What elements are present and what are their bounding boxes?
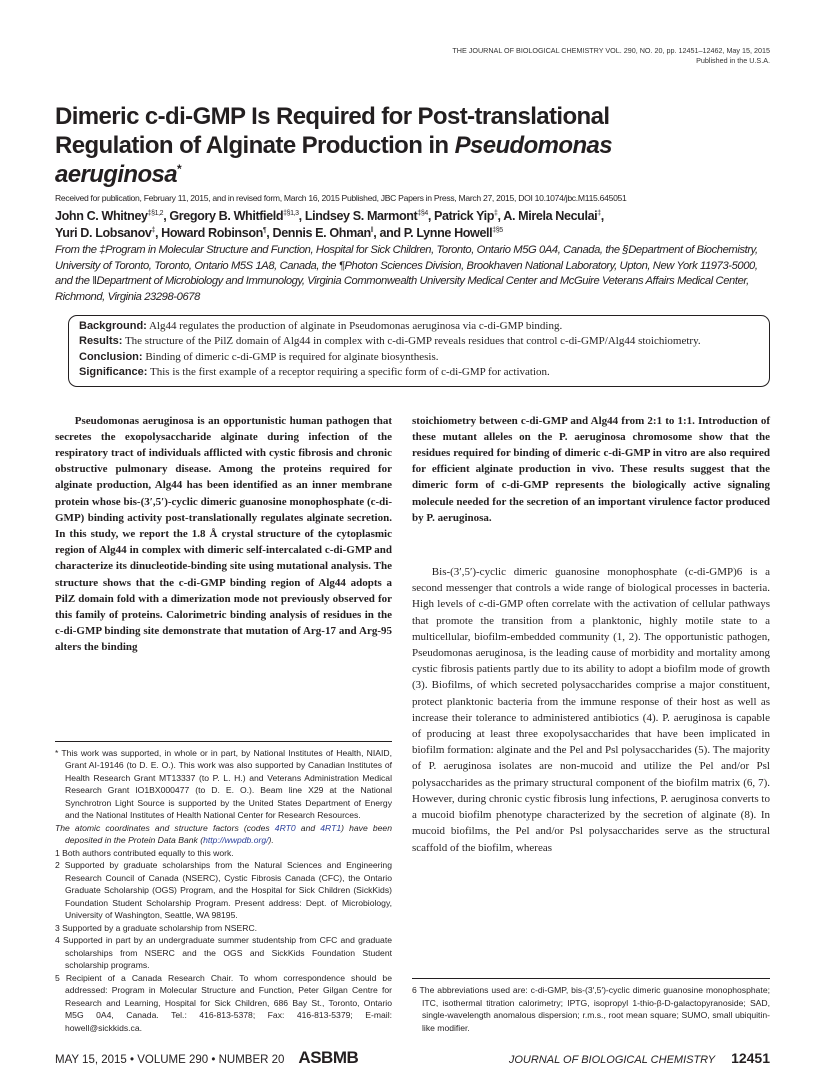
author-name: Dennis E. Ohman [272, 225, 371, 240]
title-organism: Pseudomonas aeruginosa [55, 132, 613, 188]
footnote-divider-right [412, 978, 770, 979]
journal-header [452, 46, 770, 66]
footnotes-right [412, 964, 770, 1034]
affiliations: From the ‡Program in Molecular Structure and Function, Hospital for Sick Children, Toronto, Ontario M5G 0A4, Canada, the §Department of Biochemistry, University of Toronto, Toronto, Ontario M5S 1A8, Canada, the ¶Photon Sciences Division, Brookhaven National Laboratory, Upton, New York 11973-5000, and the ‖Department of Microbiology and Immunology, Virginia Commonwealth University Medical Center and McGuire Veterans Affairs Medical Center, Richmond, Virginia 23298-0678 [55, 244, 758, 303]
summary-significance: Significance: This is the first example of a receptor requiring a specific form of c-di-GMP for activation. [79, 366, 550, 379]
author-affiliation-marks: ‡ [597, 209, 601, 217]
received-dates: Received for publication, February 11, 2015, and in revised form, March 16, 2015 Published, JBC Papers in Press, March 27, 2015, DOI 10.1074/jbc.M115.645051 [55, 193, 627, 203]
summary-conclusion: Conclusion: Binding of dimeric c-di-GMP is required for alginate biosynthesis. [79, 350, 439, 363]
author-affiliation-marks: ‡ [151, 226, 155, 234]
footnote-abbreviations: 6 The abbreviations used are: c-di-GMP, bis-(3′,5′)-cyclic dimeric guanosine monophosphate; ITC, isothermal titration calorimetry; IPTG, isopropyl 1-thio-β-D-galactopyranoside; SAD, single-wavelength anomalous dispersion; r.m.s., root mean square; SUMO, small ubiquitin-like modifier. [412, 985, 770, 1033]
author-affiliation-marks: ‡§5 [492, 226, 503, 234]
abstract-paragraph: Pseudomonas aeruginosa is an opportunistic human pathogen that secretes the exopolysaccharide alginate during infection of the respiratory tract of individuals afflicted with cystic fibrosis and chronic obstructive pulmonary disease. Among the proteins required for alginate production, Alg44 has been identified as an inner membrane protein whose bis-(3′,5′)-cyclic dimeric guanosine monophosphate (c-di-GMP) binding activity post-translationally regulates alginate secretion. In this study, we report the 1.8 Å crystal structure of the cytoplasmic region of Alg44 in complex with dimeric self-intercalated c-di-GMP and characterize its dinucleotide-binding site using mutational analysis. The structure shows that the c-di-GMP binding region of Alg44 adopts a PilZ domain fold with a dimerization mode not previously observed for this family of proteins. Calorimetric binding analysis of residues in the c-di-GMP binding site demonstrate that mutation of Arg-17 and Arg-95 alters the binding [55, 414, 392, 654]
author-name: Yuri D. Lobsanov [55, 225, 152, 240]
author-affiliation-marks: ‡§1,3 [283, 209, 299, 217]
footnote-pdb: The atomic coordinates and structure factors (codes 4RT0 and 4RT1) have been deposited in the Protein Data Bank (http://wwpdb.org/). [55, 822, 392, 845]
author-affiliation-marks: ‡ [494, 209, 498, 217]
left-column [55, 413, 392, 1034]
footnote-5: 5 Recipient of a Canada Research Chair. To whom correspondence should be addressed: Program in Molecular Structure and Function, Peter Gilgan Centre for Research and Learning, Hospital for Sick Children, 686 Bay St., Toronto, Ontario M5G 0A4, Canada. Tel.: 416-813-5378; Fax: 416-813-5379; E-mail: howell@sickkids.ca. [55, 972, 392, 1033]
author-name: Gregory B. Whitfield [169, 209, 284, 223]
body-columns [55, 413, 770, 1034]
author-name: John C. Whitney [55, 209, 148, 223]
author-name: A. Mirela Neculai [503, 209, 598, 223]
intro-paragraph: Bis-(3′,5′)-cyclic dimeric guanosine monophosphate (c-di-GMP)6 is a second messenger that controls a wide range of biological processes in bacteria. High levels of c-di-GMP often correlate with the activation of cellular pathways that promote the transition from a planktonic, highly motile state to a multicellular, biofilm-embedded community (1, 2). The opportunistic pathogen, Pseudomonas aeruginosa, is the leading cause of morbidity and mortality among cystic fibrosis patients partly due to its ability to adopt a biofilm mode of growth (3). Biofilms, of which secreted polysaccharides comprise a major constituent, protect planktonic bacteria from the immune response of their host as well as increase their tolerance to administered antibiotics (4). P. aeruginosa is capable of producing at least three exopolysaccharides that have been implicated in biofilm formation: alginate and the Pel and Psl polysaccharides (5). The majority of P. aeruginosa isolates are non-mucoid and utilize the Pel and/or Psl polysaccharides as the primary structural component of the biofilm matrix (6, 7). However, during chronic cystic fibrosis lung infections, P. aeruginosa converts to a mucoid biofilm phenotype characterized by the secretion of alginate (8). In mucoid biofilms, the Pel and/or Psl polysaccharides serve as the structural scaffold of the biofilm, whereas [412, 566, 770, 854]
page-number: 12451 [731, 1050, 770, 1066]
right-column [412, 413, 770, 1034]
published-in: Published in the U.S.A. [696, 56, 770, 65]
page-footer-right [509, 1050, 770, 1066]
author-list: John C. Whitney$^{\ddagger\S 1,2}$, Gregory B. Whitfield$^{\ddagger\S 1,3}$, Lindsey S. Marmont$^{\ddagger\S 4}$, Patrick Yip‡, A. Mirela Neculai‡, Yuri D. Lobsanov‡, Howard Robinson¶, Dennis E. Ohman‖, and P. Lynne Howell$^{\ddagger\S 5}$ [55, 209, 604, 240]
issue-info: MAY 15, 2015 • VOLUME 290 • NUMBER 20 [55, 1054, 285, 1066]
pdb-link-4rt1[interactable]: 4RT1 [320, 822, 342, 833]
article-title [55, 102, 715, 189]
asbmb-logo: ASBMB [298, 1048, 359, 1067]
author-affiliation-marks: ‡§1,2 [147, 209, 164, 217]
title-text: Dimeric c-di-GMP Is Required for Post-translational Regulation of Alginate Production in [55, 103, 610, 159]
title-footnote-mark: * [177, 162, 182, 176]
footnote-funding: * This work was supported, in whole or in part, by National Institutes of Health, NIAID, Grant AI-19146 (to D. E. O.). This work was also supported by Canadian Institutes of Health Research Grant MT13337 (to P. L. H.) and Veterans Administration Medical Research Grant IO1BX000477 (to D. E. O.). Beam line X29 at the National Synchrotron Light Source is supported by the United States Department of Energy and the National Institutes of Health National Center for Research Resources. [55, 747, 392, 820]
summary-background: Background: Alg44 regulates the production of alginate in Pseudomonas aeruginosa via c-di-GMP binding. [79, 320, 563, 332]
author-affiliation-marks: ‖ [370, 226, 374, 234]
footnote-3: 3 Supported by a graduate scholarship from NSERC. [55, 922, 258, 933]
footnote-divider [55, 741, 392, 742]
author-affiliation-marks: ‡§4 [417, 209, 428, 217]
summary-box [68, 315, 770, 387]
journal-citation: THE JOURNAL OF BIOLOGICAL CHEMISTRY VOL. 290, NO. 20, pp. 12451–12462, May 15, 2015 [452, 46, 770, 55]
footnote-4: 4 Supported in part by an undergraduate summer studentship from CFC and graduate scholarships from NSERC and the OGS and SickKids Foundation Student scholarship programs. [55, 935, 392, 970]
footnote-1: 1 Both authors contributed equally to this work. [55, 847, 234, 858]
author-affiliation-marks: ¶ [262, 226, 267, 234]
summary-results: Results: The structure of the PilZ domain of Alg44 in complex with c-di-GMP reveals residues that control c-di-GMP/Alg44 stoichiometry. [79, 335, 701, 348]
author-name: Patrick Yip [434, 209, 495, 223]
page-footer [55, 1048, 770, 1068]
pdb-url-link[interactable]: http://wwpdb.org/ [203, 835, 269, 845]
author-name: Lindsey S. Marmont [304, 209, 418, 223]
footnote-2: 2 Supported by graduate scholarships from the Natural Sciences and Engineering Research Council of Canada (NSERC), Cystic Fibrosis Canada (CFC), the Ontario Graduate Scholarship (OGS) Program, and the Hospital for Sick Children (SickKids) Foundation Student Scholarship Program. Present address: Dept. of Microbiology, University of Washington, Seattle, WA 98195. [55, 860, 392, 920]
footnotes [55, 727, 392, 1035]
abstract-paragraph-cont: stoichiometry between c-di-GMP and Alg44 from 2:1 to 1:1. Introduction of these mutant alleles on the P. aeruginosa chromosome show that the residues required for binding of dimeric c-di-GMP in vitro are also required for efficient alginate production in vivo. These results suggest that the dimeric form of c-di-GMP represents the biologically active signaling molecule needed for the secretion of an important virulence factor produced by P. aeruginosa. [412, 414, 770, 524]
journal-name: JOURNAL OF BIOLOGICAL CHEMISTRY [508, 1054, 716, 1066]
pdb-link-4rt0[interactable]: 4RT0 [274, 822, 296, 833]
author-name: Howard Robinson [161, 225, 263, 240]
author-name: P. Lynne Howell [403, 225, 493, 240]
